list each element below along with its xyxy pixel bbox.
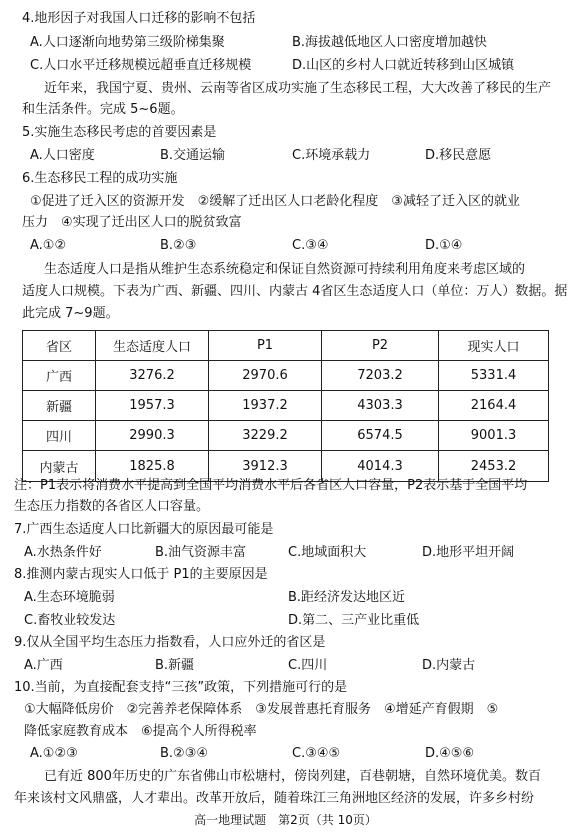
table-cell: 3229.2: [209, 421, 322, 451]
table-cell: 内蒙古: [23, 451, 96, 482]
q8-option-b[interactable]: B.距经济发达地区近: [288, 590, 406, 605]
intro56-line1: 近年来，我国宁夏、贵州、云南等省区成功实施了生态移民工程，大大改善了移民的生产: [44, 81, 552, 96]
q6-option-a[interactable]: A.①②: [30, 238, 67, 253]
population-table: [22, 330, 549, 482]
intro79-line1: 生态适度人口是指从维护生态系统稳定和保证自然资源可持续利用角度来考虑区域的: [44, 262, 526, 277]
table-cell: 3276.2: [96, 361, 209, 391]
intro79-line3: 此完成 7~9题。: [22, 306, 119, 321]
table-cell: 2990.3: [96, 421, 209, 451]
table-row: [23, 361, 549, 391]
q4-option-a[interactable]: A.人口逐渐向地势第三级阶梯集聚: [30, 35, 225, 50]
q7-option-d[interactable]: D.地形平坦开阔: [422, 545, 515, 560]
table-cell: 7203.2: [322, 361, 439, 391]
table-cell: 6574.5: [322, 421, 439, 451]
table-cell: 四川: [23, 421, 96, 451]
table-header-cell: P1: [209, 331, 322, 361]
table-cell: 2164.4: [439, 391, 549, 421]
table-header-cell: P2: [322, 331, 439, 361]
q7-option-b[interactable]: B.油气资源丰富: [155, 545, 247, 560]
q10-stem: 10.当前，为直接配套支持“三孩”政策，下列措施可行的是: [14, 680, 348, 695]
q6-stem: 6.生态移民工程的成功实施: [22, 171, 178, 186]
q10-option-c[interactable]: C.③④⑤: [292, 746, 341, 761]
q5-option-c[interactable]: C.环境承载力: [292, 148, 371, 163]
intro79-line2: 适度人口规模。下表为广西、新疆、四川、内蒙古 4省区生态适度人口（单位：万人）数据。据: [22, 284, 568, 299]
q4-option-c[interactable]: C.人口水平迁移规模远超垂直迁移规模: [30, 58, 252, 73]
table-cell: 广西: [23, 361, 96, 391]
table-cell: 1825.8: [96, 451, 209, 482]
table-cell: 1957.3: [96, 391, 209, 421]
q4-option-d[interactable]: D.山区的乡村人口就近转移到山区城镇: [292, 58, 515, 73]
q6-statement-line2: 压力 ④实现了迁出区人口的脱贫致富: [22, 215, 242, 230]
table-header-row: [23, 331, 549, 361]
q10-statement-line2: 降低家庭教育成本 ⑥提高个人所得税率: [24, 724, 257, 739]
q8-stem: 8.推测内蒙古现实人口低于 P1的主要原因是: [14, 567, 268, 582]
q6-option-b[interactable]: B.②③: [160, 238, 197, 253]
page-footer: 高一地理试题 第2页（共 10页）: [194, 813, 377, 827]
q5-option-a[interactable]: A.人口密度: [30, 148, 95, 163]
q7-stem: 7.广西生态适度人口比新疆大的原因最可能是: [14, 522, 274, 537]
table-header-cell: 省区: [23, 331, 96, 361]
table-cell: 2453.2: [439, 451, 549, 482]
table-cell: 3912.3: [209, 451, 322, 482]
q10-option-b[interactable]: B.②③④: [160, 746, 209, 761]
intro-next-line2: 年来该村文风鼎盛，人才辈出。改革开放后，随着珠江三角洲地区经济的发展，许多乡村纷: [14, 791, 535, 806]
table-cell: 4014.3: [322, 451, 439, 482]
q6-option-c[interactable]: C.③④: [292, 238, 329, 253]
table-cell: 5331.4: [439, 361, 549, 391]
intro-next-line1: 已有近 800年历史的广东省佛山市松塘村，傍岗列建，百巷朝塘，自然环境优美。数百: [44, 769, 541, 784]
q5-option-d[interactable]: D.移民意愿: [425, 148, 492, 163]
q9-stem: 9.仅从全国平均生态压力指数看，人口应外迁的省区是: [14, 635, 326, 650]
q6-option-d[interactable]: D.①④: [425, 238, 463, 253]
note-line2: 生态压力指数的各省区人口容量。: [14, 499, 210, 514]
q4-stem: 4.地形因子对我国人口迁移的影响不包括: [22, 11, 256, 26]
table-cell: 1937.2: [209, 391, 322, 421]
q7-option-a[interactable]: A.水热条件好: [24, 545, 102, 560]
table-cell: 9001.3: [439, 421, 549, 451]
q9-option-d[interactable]: D.内蒙古: [422, 658, 476, 673]
q9-option-c[interactable]: C.四川: [288, 658, 328, 673]
table-header-cell: 现实人口: [439, 331, 549, 361]
q9-option-a[interactable]: A.广西: [24, 658, 63, 673]
table-cell: 2970.6: [209, 361, 322, 391]
intro56-line2: 和生活条件。完成 5~6题。: [22, 102, 184, 117]
q8-option-c[interactable]: C.畜牧业较发达: [24, 613, 116, 628]
table-row: [23, 421, 549, 451]
q9-option-b[interactable]: B.新疆: [155, 658, 195, 673]
q5-stem: 5.实施生态移民考虑的首要因素是: [22, 125, 217, 140]
table-row: [23, 391, 549, 421]
table-header-cell: 生态适度人口: [96, 331, 209, 361]
q10-statement-line1: ①大幅降低房价 ②完善养老保障体系 ③发展普惠托育服务 ④增延产育假期 ⑤: [24, 702, 499, 717]
q10-option-a[interactable]: A.①②③: [30, 746, 78, 761]
q7-option-c[interactable]: C.地域面积大: [288, 545, 367, 560]
q6-statement-line1: ①促进了迁入区的资源开发 ②缓解了迁出区人口老龄化程度 ③减轻了迁入区的就业: [30, 194, 520, 209]
q8-option-d[interactable]: D.第二、三产业比重低: [288, 613, 420, 628]
q4-option-b[interactable]: B.海拔越低地区人口密度增加越快: [292, 35, 488, 50]
table-cell: 新疆: [23, 391, 96, 421]
q8-option-a[interactable]: A.生态环境脆弱: [24, 590, 115, 605]
q5-option-b[interactable]: B.交通运输: [160, 148, 226, 163]
note-line1: 注：P1表示将消费水平提高到全国平均消费水平后各省区人口容量，P2表示基于全国平均: [14, 478, 528, 493]
q10-option-d[interactable]: D.④⑤⑥: [425, 746, 475, 761]
table-cell: 4303.3: [322, 391, 439, 421]
